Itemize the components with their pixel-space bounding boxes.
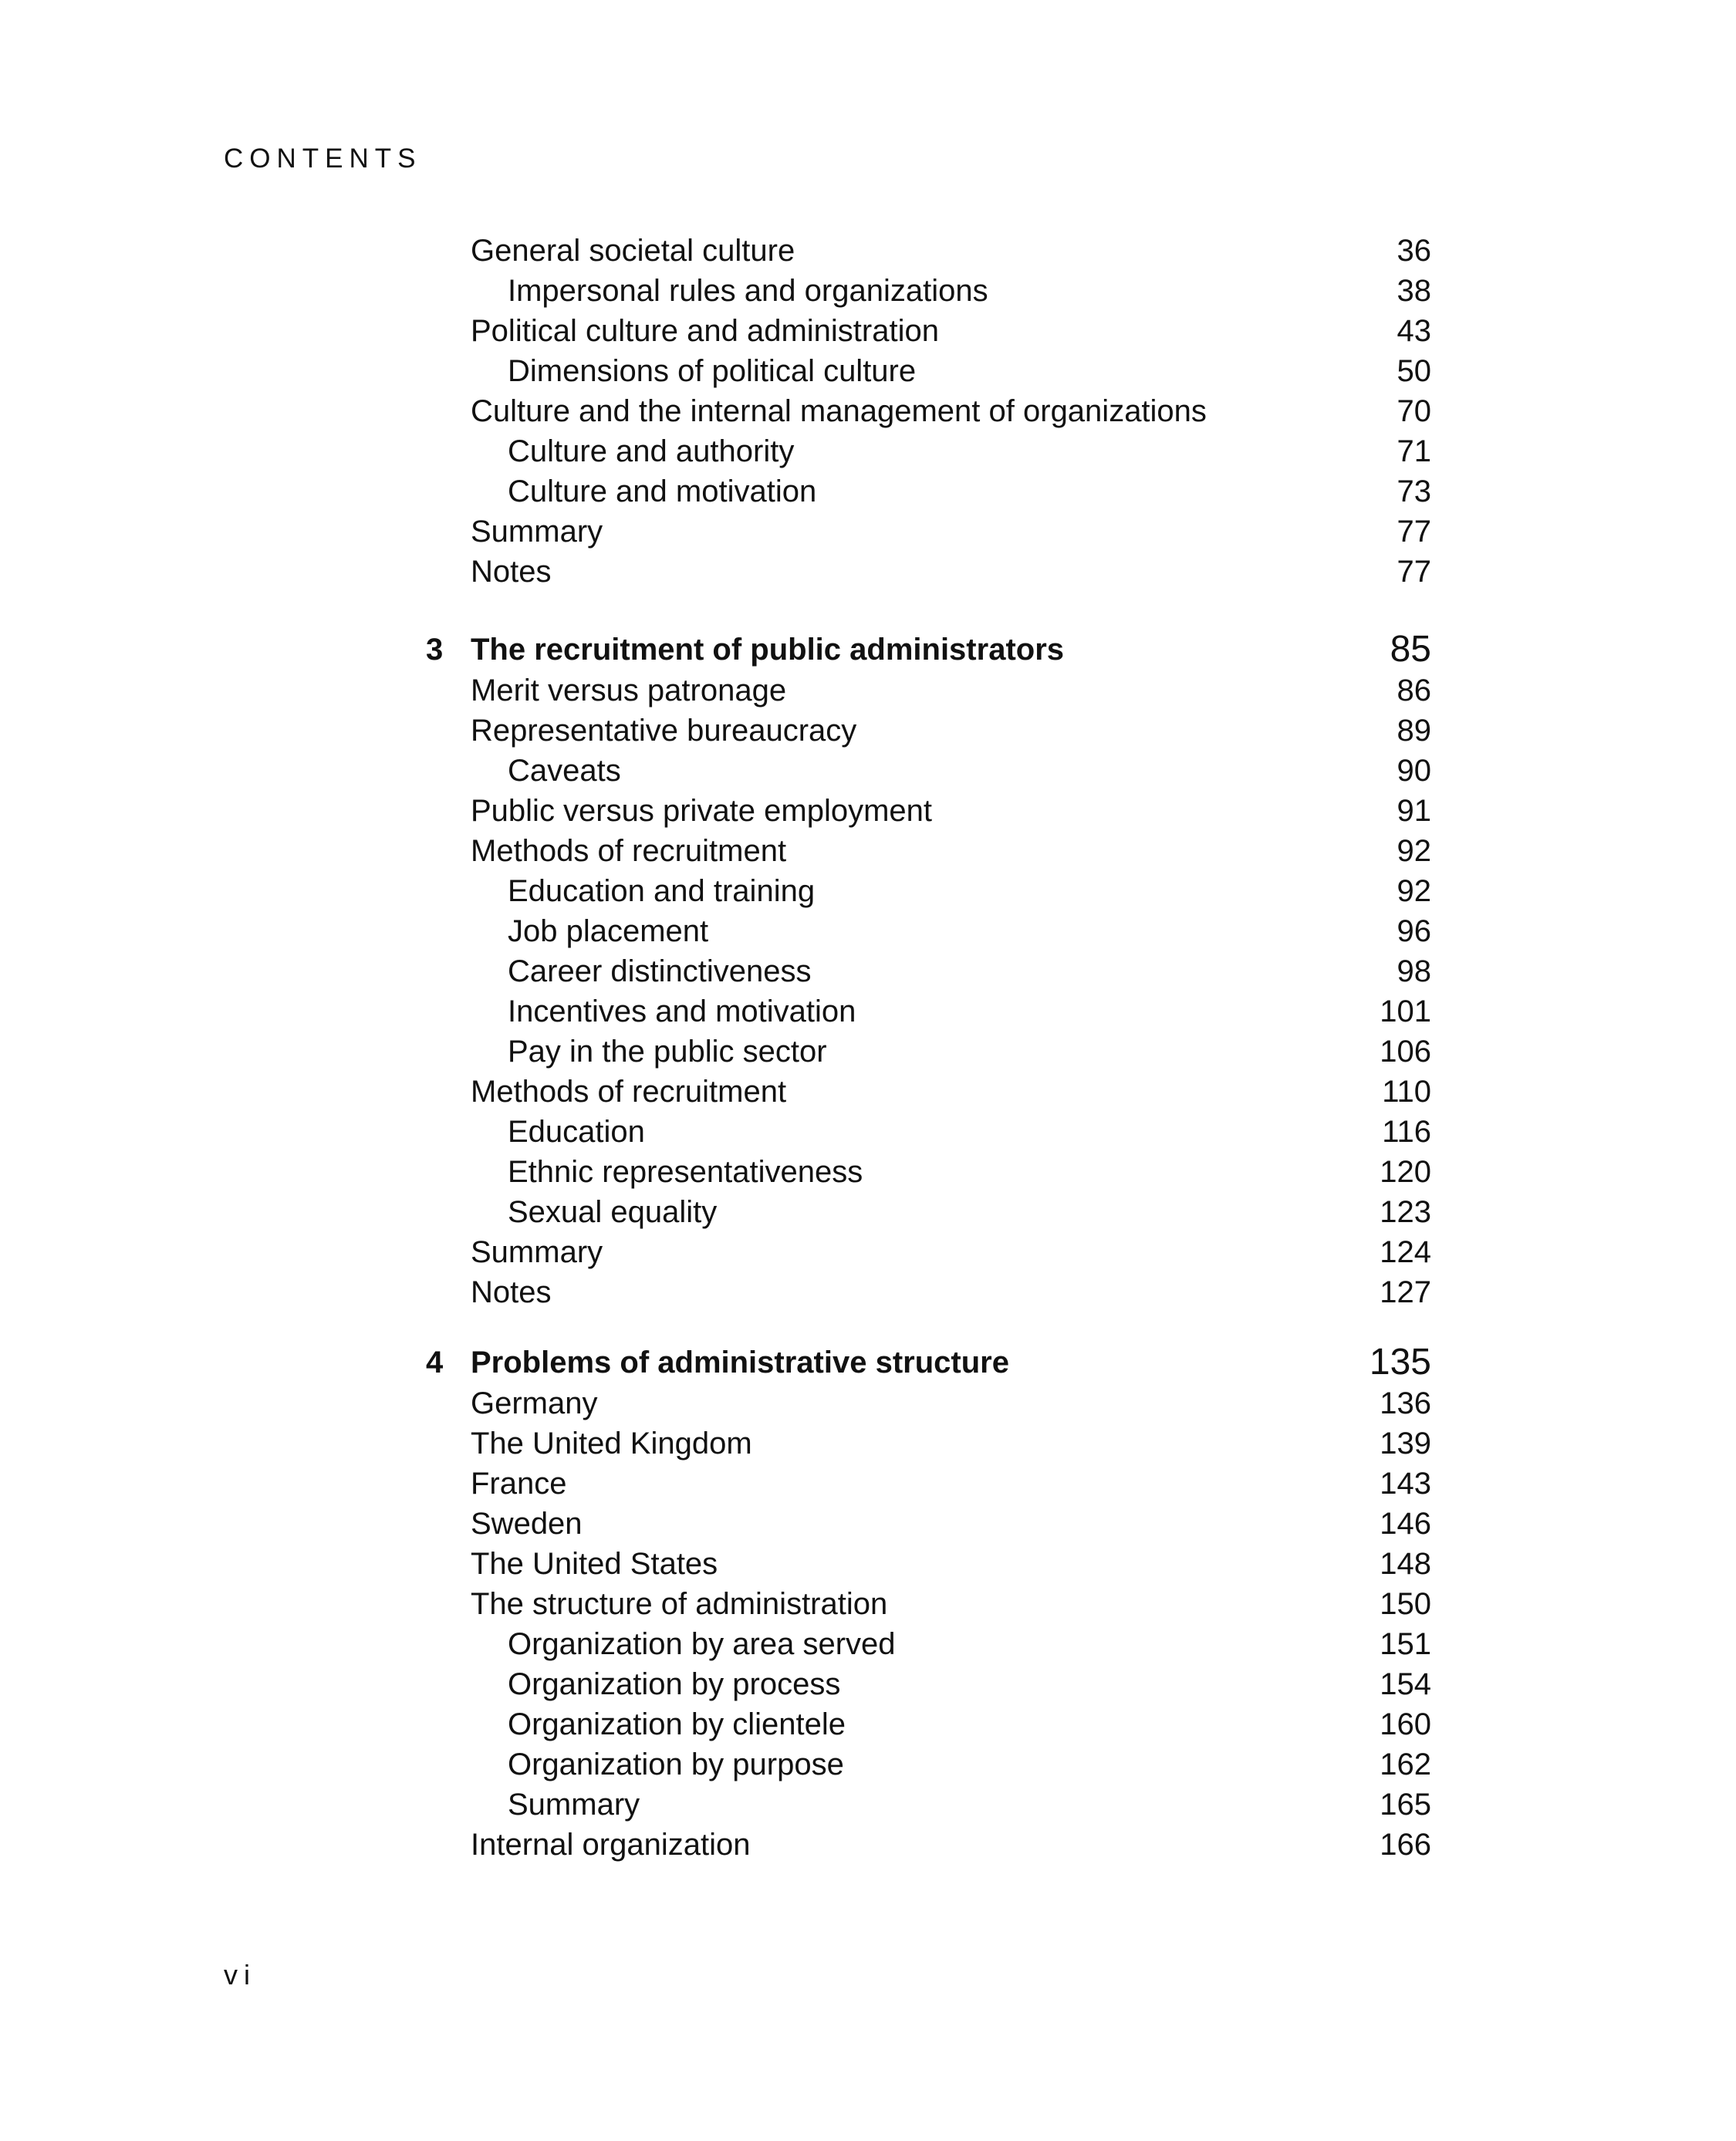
toc-entry-title: Culture and motivation: [508, 474, 817, 508]
toc-entry-page: 43: [1397, 314, 1431, 348]
toc-subentry[interactable]: [471, 1704, 1431, 1744]
toc-subentry[interactable]: [471, 951, 1431, 991]
toc-entry-page: 120: [1380, 1155, 1431, 1189]
toc-entry-title: Merit versus patronage: [471, 674, 787, 707]
toc-subentry[interactable]: [471, 1112, 1431, 1152]
toc-entry[interactable]: [471, 1272, 1431, 1312]
toc-subentry[interactable]: [471, 991, 1431, 1032]
toc-entry-title: Organization by process: [508, 1667, 841, 1701]
toc-entry[interactable]: [471, 1544, 1431, 1584]
toc-entry-page: 92: [1397, 834, 1431, 868]
toc-entry-page: 165: [1380, 1788, 1431, 1822]
toc-entry-page: 89: [1397, 714, 1431, 748]
chapter-title: Problems of administrative structure: [471, 1346, 1009, 1379]
toc-entry-page: 91: [1397, 794, 1431, 828]
toc-entry-page: 143: [1380, 1467, 1431, 1501]
toc-entry[interactable]: [471, 670, 1431, 711]
toc-subentry[interactable]: [471, 431, 1431, 471]
toc-entry-page: 124: [1380, 1235, 1431, 1269]
toc-entry-page: 101: [1380, 995, 1431, 1028]
chapter-page: 135: [1369, 1342, 1431, 1383]
toc-entry-page: 96: [1397, 914, 1431, 948]
toc-entry-title: Germany: [471, 1386, 598, 1420]
toc-subentry[interactable]: [471, 1032, 1431, 1072]
toc-entry[interactable]: [471, 831, 1431, 871]
toc-entry[interactable]: [471, 512, 1431, 552]
chapter-heading-4[interactable]: [426, 1341, 1431, 1384]
toc-entry-title: Methods of recruitment: [471, 1075, 787, 1109]
toc-entry-page: 151: [1380, 1627, 1431, 1661]
toc-subentry[interactable]: [471, 1785, 1431, 1825]
toc-entry-page: 36: [1397, 234, 1431, 268]
toc-entry-page: 77: [1397, 555, 1431, 589]
toc-entry-page: 73: [1397, 474, 1431, 508]
toc-entry-title: Job placement: [508, 914, 709, 948]
toc-entry-title: Summary: [471, 515, 603, 549]
toc-entry[interactable]: [471, 311, 1431, 351]
toc-entry-page: 146: [1380, 1507, 1431, 1541]
toc-subentry[interactable]: [471, 911, 1431, 951]
toc-entry[interactable]: [471, 552, 1431, 592]
toc-subentry[interactable]: [471, 871, 1431, 911]
chapter-number: 3: [426, 633, 444, 667]
toc-entry-page: 150: [1380, 1587, 1431, 1621]
toc-entry-title: Culture and the internal management of organizations: [471, 394, 1207, 428]
toc-entry-title: Sexual equality: [508, 1195, 718, 1229]
page-number: vi: [224, 1959, 256, 1991]
toc-entry-page: 162: [1380, 1748, 1431, 1781]
toc-entry-title: The United States: [471, 1547, 718, 1581]
toc-entry[interactable]: [471, 1825, 1431, 1865]
toc-entry-title: Organization by clientele: [508, 1707, 846, 1741]
toc-entry-title: Incentives and motivation: [508, 995, 856, 1028]
toc-entry-title: General societal culture: [471, 234, 795, 268]
toc-entry-page: 90: [1397, 754, 1431, 788]
toc-subentry[interactable]: [471, 1664, 1431, 1704]
toc-entry-page: 148: [1380, 1547, 1431, 1581]
toc-entry-title: Pay in the public sector: [508, 1035, 827, 1069]
toc-entry-page: 139: [1380, 1427, 1431, 1461]
toc-subentry[interactable]: [471, 1624, 1431, 1664]
toc-entry-page: 106: [1380, 1035, 1431, 1069]
toc-entry-page: 71: [1397, 434, 1431, 468]
toc-entry[interactable]: [471, 1232, 1431, 1272]
toc-entry-title: Summary: [508, 1788, 640, 1822]
toc-entry-page: 127: [1380, 1275, 1431, 1309]
toc-subentry[interactable]: [471, 471, 1431, 512]
toc-entry[interactable]: [471, 1464, 1431, 1504]
toc-entry-title: Public versus private employment: [471, 794, 933, 828]
toc-entry-page: 160: [1380, 1707, 1431, 1741]
toc-entry[interactable]: [471, 1072, 1431, 1112]
toc-entry-page: 110: [1382, 1075, 1431, 1109]
toc-entry[interactable]: [471, 1584, 1431, 1624]
chapter-heading-3[interactable]: [426, 628, 1431, 671]
toc-entry-title: Impersonal rules and organizations: [508, 274, 988, 308]
toc-subentry[interactable]: [471, 1192, 1431, 1232]
toc-entry-page: 154: [1380, 1667, 1431, 1701]
toc-entry-page: 136: [1380, 1386, 1431, 1420]
toc-subentry[interactable]: [471, 351, 1431, 391]
chapter-title: The recruitment of public administrators: [471, 633, 1065, 667]
toc-entry[interactable]: [471, 1383, 1431, 1423]
toc-entry-page: 86: [1397, 674, 1431, 707]
toc-entry[interactable]: [471, 711, 1431, 751]
toc-entry-page: 123: [1380, 1195, 1431, 1229]
toc-subentry[interactable]: [471, 271, 1431, 311]
toc-entry-page: 70: [1397, 394, 1431, 428]
toc-entry-page: 38: [1397, 274, 1431, 308]
toc-entry-title: Summary: [471, 1235, 603, 1269]
toc-entry-title: Culture and authority: [508, 434, 795, 468]
toc-entry[interactable]: [471, 391, 1431, 431]
toc-entry-page: 77: [1397, 515, 1431, 549]
toc-entry-page: 98: [1397, 954, 1431, 988]
toc-entry-title: Internal organization: [471, 1828, 751, 1862]
running-head: CONTENTS: [224, 144, 422, 174]
toc-entry-title: Organization by area served: [508, 1627, 896, 1661]
toc-entry-title: France: [471, 1467, 567, 1501]
toc-entry-title: Career distinctiveness: [508, 954, 812, 988]
toc-entry[interactable]: [471, 1423, 1431, 1464]
toc-entry-title: Notes: [471, 1275, 552, 1309]
toc-entry-title: Sweden: [471, 1507, 583, 1541]
toc-entry-page: 166: [1380, 1828, 1431, 1862]
toc-entry[interactable]: [471, 1504, 1431, 1544]
toc-entry-page: 116: [1382, 1115, 1431, 1149]
toc-entry-title: Notes: [471, 555, 552, 589]
toc-entry-title: Political culture and administration: [471, 314, 939, 348]
toc-entry-title: Representative bureaucracy: [471, 714, 857, 748]
toc-subentry[interactable]: [471, 751, 1431, 791]
toc-entry-title: Education: [508, 1115, 645, 1149]
toc-entry-title: Caveats: [508, 754, 621, 788]
toc-entry-title: The United Kingdom: [471, 1427, 752, 1461]
chapter-number: 4: [426, 1346, 444, 1379]
toc-entry[interactable]: [471, 231, 1431, 271]
toc-entry-title: Education and training: [508, 874, 816, 908]
toc-entry-title: Dimensions of political culture: [508, 354, 917, 388]
toc-entry-title: Organization by purpose: [508, 1748, 844, 1781]
toc-subentry[interactable]: [471, 1744, 1431, 1785]
toc-entry-title: The structure of administration: [471, 1587, 888, 1621]
toc-entry[interactable]: [471, 791, 1431, 831]
chapter-page: 85: [1390, 629, 1431, 670]
toc-entry-title: Methods of recruitment: [471, 834, 787, 868]
toc-entry-page: 92: [1397, 874, 1431, 908]
toc-entry-title: Ethnic representativeness: [508, 1155, 863, 1189]
toc-entry-page: 50: [1397, 354, 1431, 388]
toc-subentry[interactable]: [471, 1152, 1431, 1192]
